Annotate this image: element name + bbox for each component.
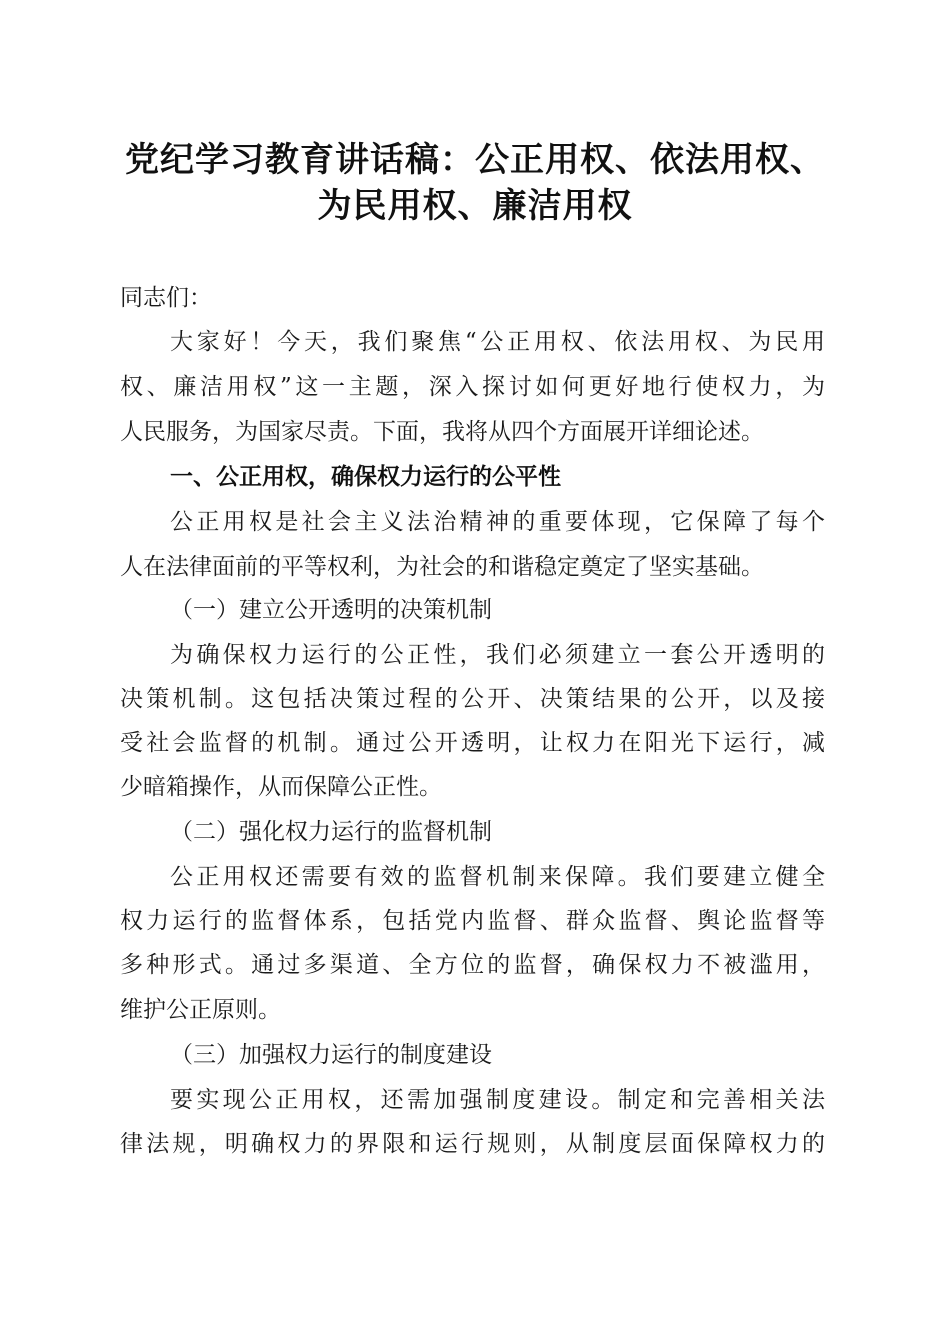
- intro-line-2: 权、廉洁用权”这一主题，深入探讨如何更好地行使权力，为: [120, 374, 825, 400]
- intro-line-1: 大家好！今天，我们聚焦“公正用权、依法用权、为民用: [170, 329, 825, 355]
- section-1-heading: 一、公正用权，确保权力运行的公平性: [170, 464, 561, 490]
- intro-line-3: 人民服务，为国家尽责。下面，我将从四个方面展开详细论述。: [120, 419, 764, 445]
- subsection-1-line-3: 受社会监督的机制。通过公开透明，让权力在阳光下运行，减: [120, 730, 825, 756]
- subsection-2-line-1: 公正用权还需要有效的监督机制来保障。我们要建立健全: [170, 864, 825, 890]
- section-1-para-line-2: 人在法律面前的平等权利，为社会的和谐稳定奠定了坚实基础。: [120, 554, 764, 580]
- subsection-1-line-1: 为确保权力运行的公正性，我们必须建立一套公开透明的: [170, 642, 825, 668]
- subsection-3-line-2: 律法规，明确权力的界限和运行规则，从制度层面保障权力的: [120, 1131, 825, 1157]
- document-title-line-2: 为民用权、廉洁用权: [317, 186, 633, 226]
- section-1-para-line-1: 公正用权是社会主义法治精神的重要体现，它保障了每个: [170, 509, 825, 535]
- subsection-1-heading: （一）建立公开透明的决策机制: [170, 597, 492, 623]
- subsection-1-line-2: 决策机制。这包括决策过程的公开、决策结果的公开，以及接: [120, 686, 825, 712]
- subsection-2-line-3: 多种形式。通过多渠道、全方位的监督，确保权力不被滥用，: [120, 952, 825, 978]
- subsection-2-line-2: 权力运行的监督体系，包括党内监督、群众监督、舆论监督等: [120, 908, 825, 934]
- document-title-line-1: 党纪学习教育讲话稿：公正用权、依法用权、: [125, 140, 825, 180]
- subsection-2-heading: （二）强化权力运行的监督机制: [170, 819, 492, 845]
- subsection-3-line-1: 要实现公正用权，还需加强制度建设。制定和完善相关法: [170, 1087, 825, 1113]
- subsection-2-line-4: 维护公正原则。: [120, 997, 281, 1023]
- salutation: 同志们：: [120, 285, 212, 311]
- subsection-1-line-4: 少暗箱操作，从而保障公正性。: [120, 774, 442, 800]
- subsection-3-heading: （三）加强权力运行的制度建设: [170, 1042, 492, 1068]
